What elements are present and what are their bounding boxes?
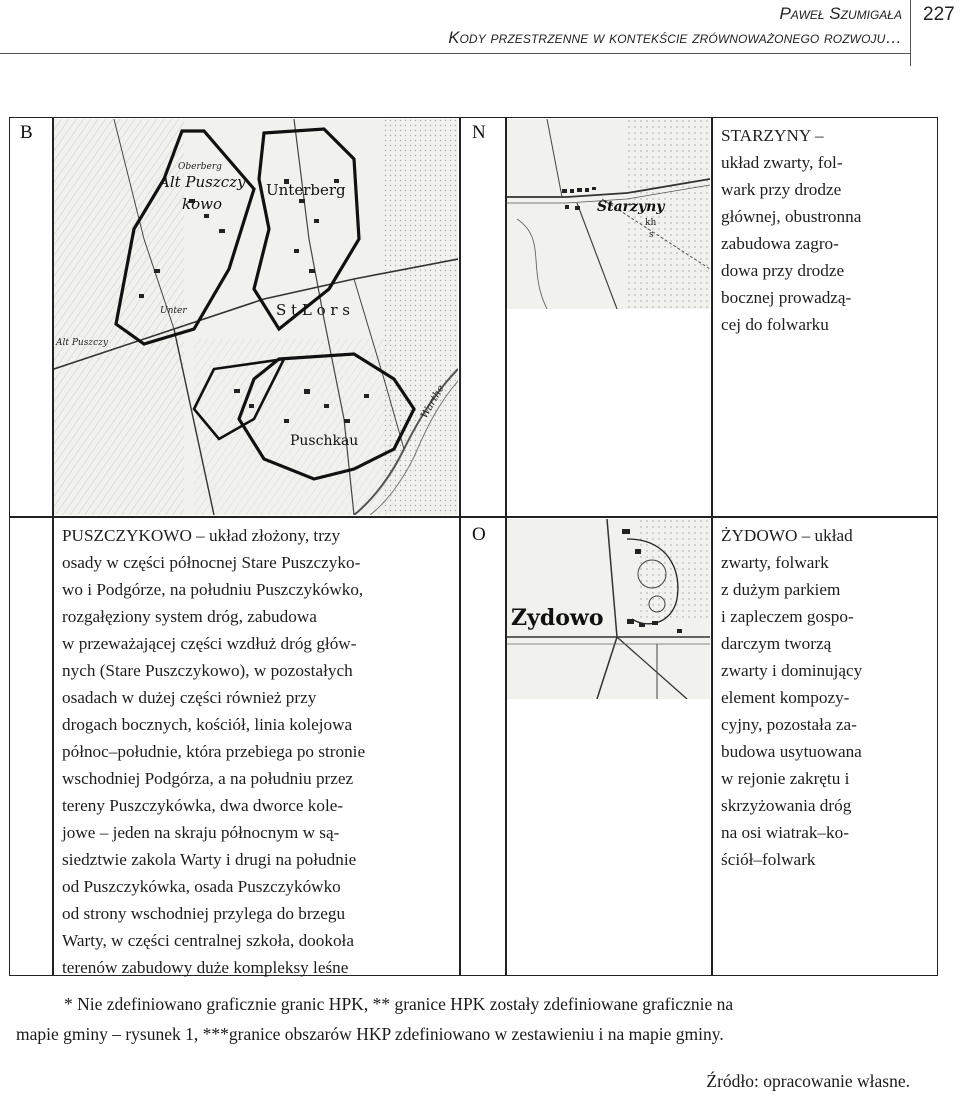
map-label-s: s — [649, 230, 654, 240]
table-divider-col2 — [459, 117, 461, 976]
footnote-line-1: * Nie zdefiniowano graficznie granic HPK, ** granice HPK zostały zdefiniowane graficznie na — [64, 994, 734, 1014]
map-label-alt-puszczykowo: Alt Puszczy — [159, 173, 246, 191]
map-label-warthe: Warthe — [419, 383, 447, 421]
table-divider-col4 — [711, 117, 713, 976]
map-label-unter: Unter — [160, 306, 187, 316]
map-label-puschkau: Puschkau — [290, 433, 359, 449]
historical-map-zydowo — [507, 519, 710, 699]
map-label-starzyny: Starzyny — [597, 199, 665, 215]
map-label-oberberg: Oberberg — [178, 162, 222, 172]
map-label-zydowo: Zydowo — [511, 605, 604, 631]
page-number: 227 — [923, 4, 955, 25]
description-puszczykowo: PUSZCZYKOWO – układ złożony, trzy osady w części północnej Stare Puszczyko- wo i Podgórze, na południu Puszczykówko, rozgałęziony system dróg, zabudowa w przeważającej części wzdłuż dróg głów- nych (Stare Puszczykowo), w pozostałych osadach w dużej części również przy drogach bocznych, kościół, linia kolejowa północ–południe, która przebiega po stronie wschodniej Podgórza, a na południu przez tereny Puszczykówka, dwa dworce kole- jowe – jeden na skraju północnym w są- siedztwie zakola Warty i drugi na południe od Puszczykówka, osada Puszczykówko od strony wschodniej przylega do brzegu Warty, w części centralnej szkoła, dookoła terenów zabudowy duże kompleksy leśne — [62, 526, 366, 977]
historical-map-puszczykowo — [54, 119, 458, 515]
description-zydowo: ŻYDOWO – układ zwarty, folwark z dużym parkiem i zapleczem gospo- darczym tworzą zwarty i dominujący element kompozy- cyjny, pozostała za- budowa usytuowana w rejonie zakrętu i skrzyżowania dróg na osi wiatrak–ko- ściół–folwark — [721, 526, 863, 869]
table-divider-row — [9, 516, 938, 518]
header-vertical-rule — [910, 0, 911, 66]
map-label-kowo: kowo — [182, 195, 222, 213]
row-label-o: O — [472, 524, 486, 545]
header-rule — [0, 53, 910, 54]
map-label-st-lors: S t L o r s — [276, 301, 351, 319]
row-label-b: B — [20, 122, 33, 143]
row-label-n: N — [472, 122, 486, 143]
map-label-unterberg: Unterberg — [266, 181, 346, 199]
map-label-alt-puszczy-small: Alt Puszczy — [56, 338, 108, 348]
map-label-kh: kh — [645, 218, 657, 228]
source-note: Źródło: opracowanie własne. — [706, 1071, 910, 1091]
running-header-author: Paweł Szumigała — [779, 4, 902, 23]
running-header-title: Kody przestrzenne w kontekście zrównoważonego rozwoju… — [448, 29, 902, 47]
historical-map-starzyny — [507, 119, 710, 309]
footnote-line-2: mapie gminy – rysunek 1, ***granice obszarów HKP zdefiniowano w zestawieniu i na mapie gminy. — [16, 1024, 724, 1044]
description-starzyny: STARZYNY – układ zwarty, fol- wark przy drodze głównej, obustronna zabudowa zagro- dowa przy drodze bocznej prowadzą- cej do folwarku — [721, 126, 862, 334]
